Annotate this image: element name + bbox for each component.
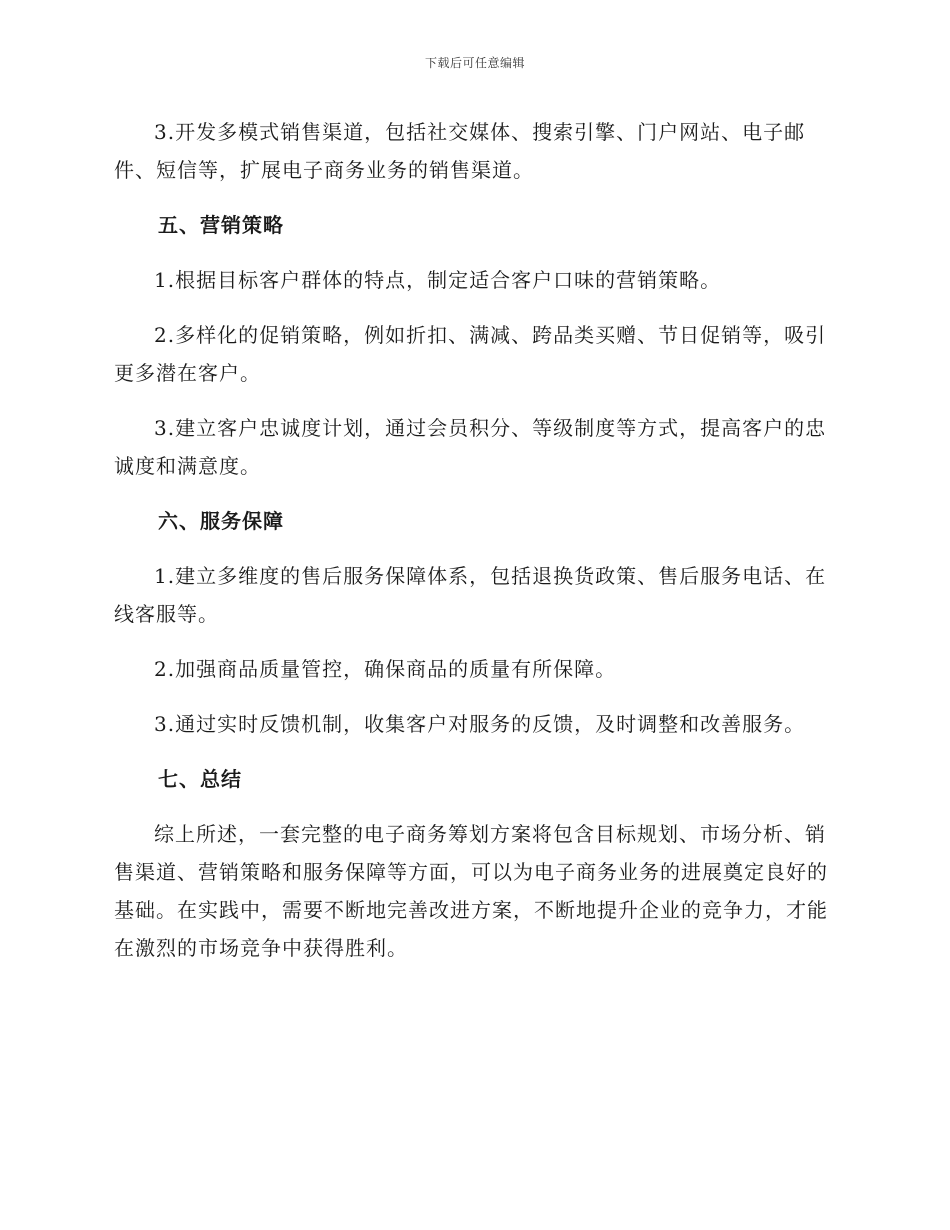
section-heading-summary: 七、总结 xyxy=(158,767,242,791)
document-body xyxy=(114,113,836,984)
paragraph-service-3: 3.通过实时反馈机制，收集客户对服务的反馈，及时调整和改善服务。 xyxy=(154,712,806,736)
paragraph-sales-channels-3: 3.开发多模式销售渠道，包括社交媒体、搜索引擎、门户网站、电子邮件、短信等，扩展电子商务业务的销售渠道。 xyxy=(114,120,806,182)
paragraph-service-2: 2.加强商品质量管控，确保商品的质量有所保障。 xyxy=(154,657,617,681)
paragraph-marketing-2: 2.多样化的促销策略，例如折扣、满减、跨品类买赠、节日促销等，吸引更多潜在客户。 xyxy=(114,323,827,385)
paragraph-summary: 综上所述，一套完整的电子商务筹划方案将包含目标规划、市场分析、销售渠道、营销策略和服务保障等方面，可以为电子商务业务的进展奠定良好的基础。在实践中，需要不断地完善改进方案，不断地提升企业的竞争力，才能在激烈的市场竞争中获得胜利。 xyxy=(114,822,828,960)
paragraph-service-1: 1.建立多维度的售后服务保障体系，包括退换货政策、售后服务电话、在线客服等。 xyxy=(114,564,827,626)
paragraph-marketing-1: 1.根据目标客户群体的特点，制定适合客户口味的营销策略。 xyxy=(154,268,722,292)
paragraph-marketing-3: 3.建立客户忠诚度计划，通过会员积分、等级制度等方式，提高客户的忠诚度和满意度。 xyxy=(114,416,827,478)
header-note: 下载后可任意编辑 xyxy=(424,56,525,70)
section-heading-marketing-strategy: 五、营销策略 xyxy=(158,213,284,237)
section-heading-service-guarantee: 六、服务保障 xyxy=(158,509,284,533)
